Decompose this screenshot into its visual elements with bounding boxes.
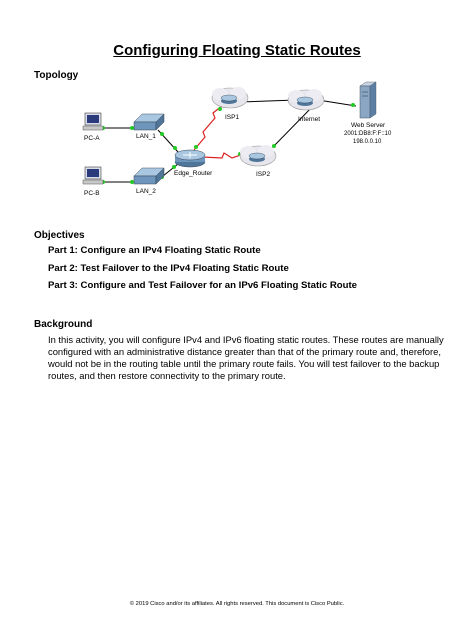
copyright-footer: © 2019 Cisco and/or its affiliates. All rights reserved. This document is Cisco Public.: [129, 601, 345, 607]
topology-diagram: [70, 80, 410, 210]
switch-lan2-icon[interactable]: [134, 168, 164, 184]
edge-router-label: Edge_Router: [174, 170, 213, 177]
web-server-ipv6: 2001:DB8:F:F::10: [344, 131, 392, 137]
objectives-heading: Objectives: [34, 230, 85, 241]
objective-1: Part 1: Configure an IPv4 Floating Static Route: [48, 245, 261, 256]
pc-b-icon[interactable]: [83, 167, 103, 184]
internet-label: Internet: [298, 116, 321, 123]
switch-lan1-icon[interactable]: [134, 114, 164, 130]
objective-2: Part 2: Test Failover to the IPv4 Floating Static Route: [48, 263, 289, 274]
isp1-label: ISP1: [225, 114, 240, 121]
internet-icon[interactable]: [288, 89, 324, 110]
cables: [100, 100, 356, 182]
lan1-label: LAN_1: [136, 133, 156, 140]
lan2-label: LAN_2: [136, 188, 156, 195]
background-paragraph: In this activity, you will configure IPv4 and IPv6 floating static routes. These routes are manually configured with an administrative distance greater than that of the primary route and, therefore, would not be in the routing table until the primary route fails. You will test failover to the backup routes, and then restore connectivity to the primary route.: [48, 334, 444, 381]
objective-3: Part 3: Configure and Test Failover for an IPv6 Floating Static Route: [48, 280, 357, 291]
pc-b-label: PC-B: [84, 190, 100, 197]
isp2-label: ISP2: [256, 171, 271, 178]
isp1-icon[interactable]: [212, 87, 248, 108]
pc-a-label: PC-A: [84, 135, 100, 142]
pc-a-icon[interactable]: [83, 113, 103, 130]
topology-heading: Topology: [34, 70, 79, 81]
page-title: Configuring Floating Static Routes: [113, 42, 361, 59]
background-heading: Background: [34, 319, 93, 330]
web-server-icon[interactable]: [360, 82, 376, 118]
web-server-label: Web Server: [351, 122, 386, 129]
edge-router-icon[interactable]: [175, 150, 205, 167]
isp2-icon[interactable]: [240, 145, 276, 166]
web-server-ipv4: 198.0.0.10: [353, 139, 382, 145]
